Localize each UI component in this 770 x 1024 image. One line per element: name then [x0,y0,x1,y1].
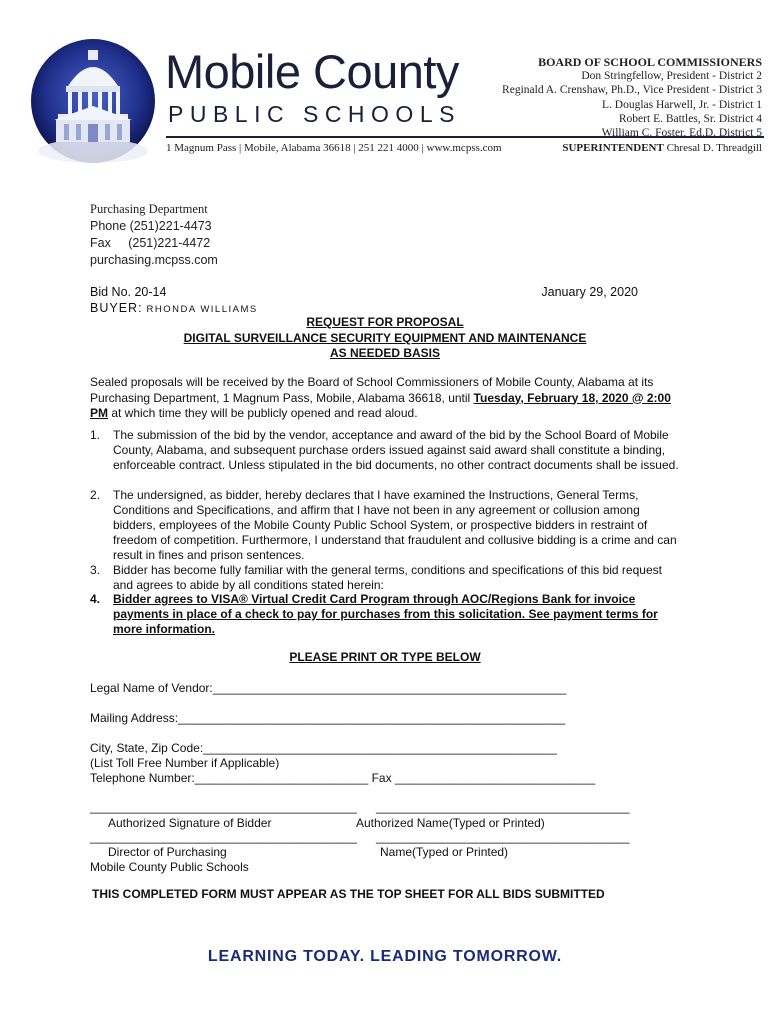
phone-number: Phone (251)221-4473 [90,219,212,233]
superintendent-name: Chresal D. Threadgill [666,142,762,154]
department-name: Purchasing Department [90,202,208,216]
board-of-commissioners [502,55,762,140]
board-member: Reginald A. Crenshaw, Ph.D., Vice President - District 3 [502,84,762,97]
footer-motto: LEARNING TODAY. LEADING TOMORROW. [207,948,563,965]
rfp-subject: DIGITAL SURVEILLANCE SECURITY EQUIPMENT AND MAINTENANCE [183,331,587,345]
name-typed-label: Name(Typed or Printed) [380,845,509,859]
authorized-name-line[interactable]: ______________________________________ [376,800,630,814]
board-member: William C. Foster, Ed.D. District 5 [601,127,762,140]
city-state-zip-field[interactable]: City, State, Zip Code:_____________________________________________________ [90,741,557,755]
authorized-signature-label: Authorized Signature of Bidder [108,816,272,830]
director-line: ________________________________________ [90,830,357,844]
superintendent-line [562,142,762,154]
item-text: Bidder agrees to VISA® Virtual Credit Card Program through AOC/Regions Bank for invoice payments in place of a check to pay for purchases from this solicitation. See payment terms for more information. [113,592,658,636]
buyer-line [90,301,258,315]
item-text: The undersigned, as bidder, hereby declares that I have examined the Instructions, General Terms, Conditions and Specifications, and affirm that I have not been in any agreement or collusion among bidders, employees of the Mobile County Public School System, or prospective bidders in restraint of freedom of competition. Furthermore, I understand that fraudulent and collusive bidding is a crime and can result in fines and prison sentences. [113,488,677,562]
top-sheet-notice: THIS COMPLETED FORM MUST APPEAR AS THE TOP SHEET FOR ALL BIDS SUBMITTED [92,887,605,901]
fax-number: Fax (251)221-4472 [90,236,211,250]
superintendent-label: SUPERINTENDENT [562,142,664,154]
item-text: Bidder has become fully familiar with the general terms, conditions and specifications of this bid request and agrees to abide by all conditions stated herein: [113,563,662,592]
signature-line[interactable]: ________________________________________ [90,800,357,814]
buyer-name: RHONDA WILLIAMS [146,304,258,315]
intro-text-end: at which time they will be publicly opened and read aloud. [108,406,418,420]
brand-subtitle: PUBLIC SCHOOLS [168,101,461,127]
authorized-name-label: Authorized Name(Typed or Printed) [356,816,545,830]
rfp-basis: AS NEEDED BASIS [329,346,441,360]
brand-title: Mobile County [165,45,459,98]
item-number: 1. [90,428,101,442]
school-logo-dome-icon [28,36,158,166]
mailing-address-field[interactable]: Mailing Address:__________________________________________________________ [90,711,566,725]
legal-name-field[interactable]: Legal Name of Vendor:_____________________________________________________ [90,681,567,695]
bid-date: January 29, 2020 [541,285,638,299]
director-organization: Mobile County Public Schools [90,860,249,874]
item-number: 2. [90,488,101,502]
item-number: 4. [90,592,101,606]
board-member: L. Douglas Harwell, Jr. - District 1 [601,98,762,111]
bid-number: Bid No. 20-14 [90,285,167,299]
form-heading: PLEASE PRINT OR TYPE BELOW [289,650,481,664]
toll-free-note: (List Toll Free Number if Applicable) [90,756,280,770]
board-member: Don Stringfellow, President - District 2 [581,70,762,83]
item-text: The submission of the bid by the vendor, acceptance and award of the bid by the School Board of Mobile County, Alabama, and subsequent purchase orders issued against said award shall constitute a binding, enforceable contract. Unless stipulated in the bid documents, no other contract documents shall be issued. [113,428,679,472]
bid-deadline: Tuesday, February 18, 2020 @ 2:00 PM [90,390,671,420]
purchasing-website: purchasing.mcpss.com [90,253,218,267]
rfp-title: REQUEST FOR PROPOSAL [306,315,464,329]
school-address: 1 Magnum Pass | Mobile, Alabama 36618 | 251 221 4000 | www.mcpss.com [166,142,502,154]
telephone-fax-field[interactable]: Telephone Number:__________________________ Fax ______________________________ [90,771,596,785]
item-number: 3. [90,563,101,577]
intro-text: Sealed proposals will be received by the Board of School Commissioners of Mobile County, Alabama at its Purchasing Department, 1 Magnum Pass, Mobile, Alabama 36618, until [90,375,654,405]
board-heading: BOARD OF SCHOOL COMMISSIONERS [538,55,762,69]
intro-paragraph [90,375,682,422]
director-name-line: ______________________________________ [376,830,630,844]
director-title: Director of Purchasing [108,845,227,859]
buyer-label: BUYER: [90,301,143,315]
board-member: Robert E. Battles, Sr. District 4 [618,112,762,125]
